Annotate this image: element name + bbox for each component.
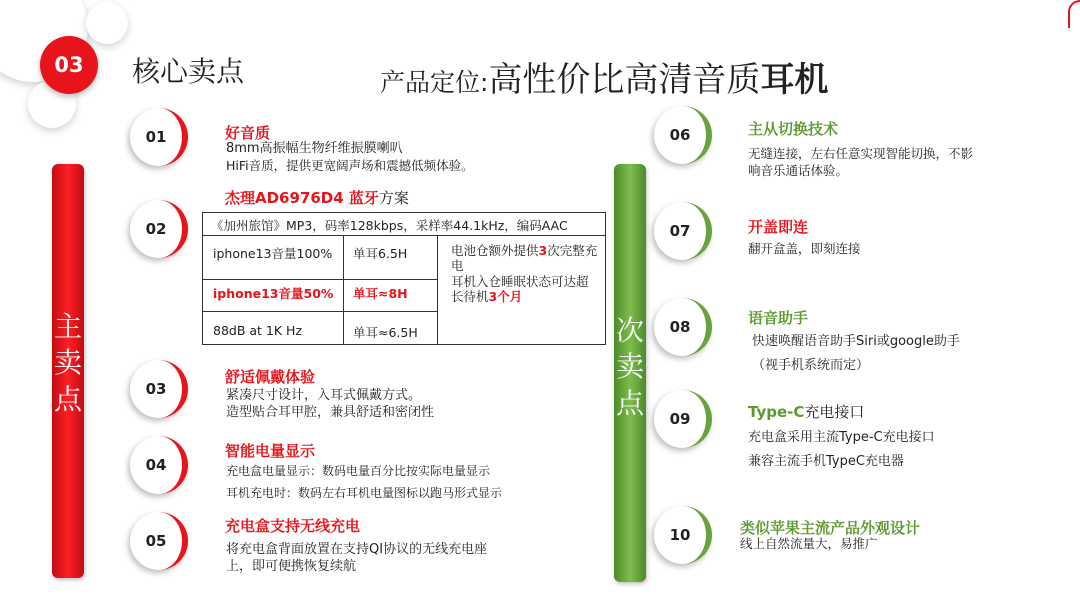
side-note-line bbox=[451, 243, 597, 258]
bar-char: 主 bbox=[53, 309, 82, 343]
side-note-highlight: 3 bbox=[538, 243, 548, 258]
side-note-text: 次完整充 bbox=[547, 243, 598, 258]
item-number-01: 01 bbox=[130, 108, 188, 166]
item-number-06: 06 bbox=[654, 106, 712, 164]
item-title-10: 类似苹果主流产品外观设计 bbox=[740, 519, 921, 537]
side-note-text: 电池仓额外提供 bbox=[451, 243, 539, 258]
item-number-04: 04 bbox=[130, 436, 188, 494]
table-cell: 88dB at 1K Hz bbox=[213, 323, 303, 338]
item-desc-06-line1: 无缝连接，左右任意实现智能切换，不影 bbox=[748, 146, 974, 161]
side-note-line bbox=[451, 289, 597, 304]
table-divider bbox=[437, 235, 438, 345]
table-cell: 单耳≈6.5H bbox=[353, 325, 418, 340]
bar-char: 次 bbox=[615, 313, 644, 347]
item-title-06: 主从切换技术 bbox=[748, 120, 839, 138]
side-note-line: 耳机入仓睡眠状态可达超 bbox=[451, 273, 589, 289]
table-cell-highlight: iphone13音量50% bbox=[213, 286, 334, 301]
item-desc-04-line2: 耳机充电时：数码左右耳机电量图标以跑马形式显示 bbox=[226, 486, 503, 500]
item-desc-04-line1: 充电盒电量显示：数码电量百分比按实际电量显示 bbox=[226, 464, 491, 478]
item-desc-03-line2: 造型贴合耳甲腔，兼具舒适和密闭性 bbox=[226, 405, 435, 420]
item-title-09-green: Type-C bbox=[748, 403, 805, 421]
item-number-10: 10 bbox=[654, 506, 712, 564]
item-number-08: 08 bbox=[654, 298, 712, 356]
item-desc-05-line1: 将充电盒背面放置在支持QI协议的无线充电座 bbox=[226, 542, 488, 557]
item-title-05: 充电盒支持无线充电 bbox=[225, 517, 361, 535]
corner-decoration bbox=[1068, 0, 1080, 28]
bar-char: 点 bbox=[615, 386, 644, 420]
item-desc-05-line2: 上，即可便携恢复续航 bbox=[226, 559, 357, 574]
item-title-01: 好音质 bbox=[225, 124, 271, 142]
section-number-badge: 03 bbox=[40, 36, 98, 94]
table-cell: iphone13音量100% bbox=[213, 246, 333, 261]
spec-table bbox=[202, 212, 606, 345]
item-title-02-rest: 方案 bbox=[378, 189, 409, 207]
item-title-02-red: 杰理AD6976D4 蓝牙 bbox=[225, 189, 379, 207]
headline-bold: 耳机 bbox=[760, 60, 829, 100]
item-number-03: 03 bbox=[130, 360, 188, 418]
bar-char: 卖 bbox=[615, 350, 644, 384]
headline-label: 产品定位: bbox=[380, 68, 489, 97]
headline bbox=[380, 52, 828, 101]
item-number-05: 05 bbox=[130, 512, 188, 570]
secondary-selling-points-bar bbox=[614, 164, 646, 582]
item-title-08: 语音助手 bbox=[748, 309, 809, 327]
item-desc-09-line1: 充电盒采用主流Type-C充电接口 bbox=[748, 430, 935, 445]
item-desc-08-line2: （视手机系统而定） bbox=[752, 358, 870, 373]
item-title-07: 开盖即连 bbox=[748, 218, 809, 236]
item-title-09-rest: 充电接口 bbox=[804, 403, 865, 421]
table-header-cell: 《加州旅馆》MP3，码率128kbps，采样率44.1kHz，编码AAC bbox=[211, 218, 568, 233]
item-desc-09-line2: 兼容主流手机TypeC充电器 bbox=[748, 454, 904, 469]
primary-selling-points-bar bbox=[52, 164, 84, 578]
item-number-02: 02 bbox=[130, 200, 188, 258]
item-desc-text: 8mm高振幅生物纤维振膜喇叭 bbox=[226, 141, 403, 156]
side-note-line: 电 bbox=[451, 258, 464, 274]
side-note-highlight: 3个月 bbox=[488, 288, 523, 304]
table-divider bbox=[343, 235, 344, 345]
item-desc-03-line1: 紧凑尺寸设计，入耳式佩戴方式。 bbox=[226, 388, 422, 403]
item-desc-10-line1: 线上自然流量大，易推广 bbox=[740, 536, 878, 551]
item-title-03: 舒适佩戴体验 bbox=[225, 368, 316, 386]
item-desc-01-line2: HiFi音质，提供更宽阔声场和震撼低频体验。 bbox=[226, 158, 474, 173]
table-divider bbox=[203, 279, 437, 280]
item-number-07: 07 bbox=[654, 202, 712, 260]
item-title-09 bbox=[748, 401, 864, 422]
item-number-09: 09 bbox=[654, 390, 712, 448]
bar-char: 点 bbox=[53, 382, 82, 416]
item-desc-08-line1: 快速唤醒语音助手Siri或google助手 bbox=[752, 334, 960, 349]
table-cell: 单耳6.5H bbox=[353, 246, 408, 261]
item-title-02 bbox=[225, 187, 409, 208]
table-side-note bbox=[451, 243, 597, 304]
bar-char: 卖 bbox=[53, 346, 82, 380]
table-divider bbox=[203, 311, 437, 312]
table-divider bbox=[203, 235, 605, 236]
item-desc-06-line2: 响音乐通话体验。 bbox=[748, 163, 849, 178]
headline-text: 高性价比高清音质 bbox=[488, 60, 761, 100]
section-title: 核心卖点 bbox=[132, 55, 245, 88]
decor-circle-small bbox=[86, 2, 128, 44]
item-desc-07-line1: 翻开盒盖，即刻连接 bbox=[748, 241, 861, 256]
side-note-text: 长待机 bbox=[451, 288, 489, 304]
item-title-04: 智能电量显示 bbox=[225, 442, 316, 460]
table-cell-highlight: 单耳≈8H bbox=[353, 286, 408, 301]
